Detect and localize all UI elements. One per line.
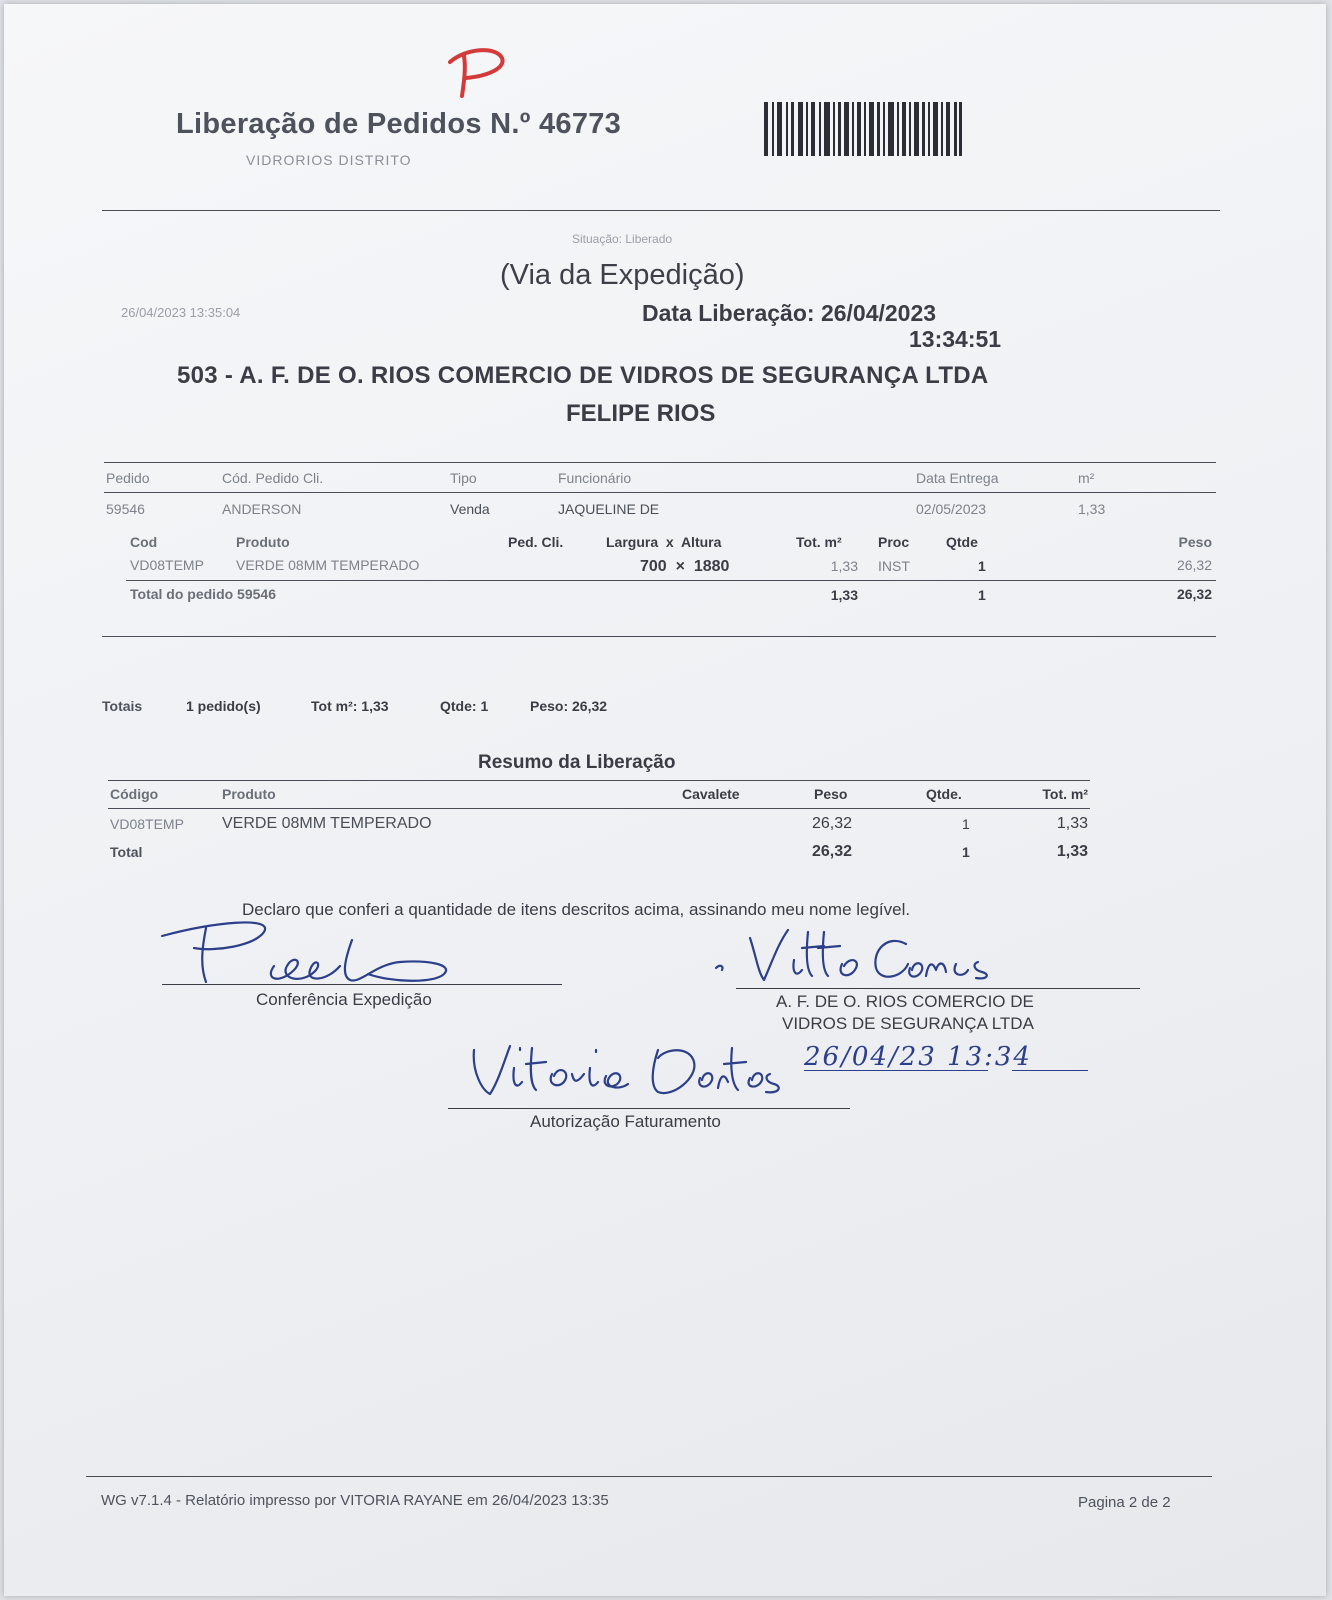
client-company-line1: A. F. DE O. RIOS COMERCIO DE: [776, 992, 1034, 1011]
total-pedido-label: Total do pedido 59546: [130, 586, 276, 602]
item-dimensoes: 700 × 1880: [640, 558, 730, 575]
resumo-header-rule: [108, 808, 1090, 809]
status-situacao: Situação: Liberado: [572, 232, 673, 246]
item-qtde: 1: [978, 558, 986, 574]
total-pedido-peso: 26,32: [1176, 586, 1212, 602]
item-col-produto: Produto: [236, 534, 290, 550]
total-pedido-qtde: 1: [978, 587, 986, 603]
row-tipo: Venda: [450, 501, 490, 517]
client-signature-line: [736, 988, 1140, 989]
resumo-total-tot-m2: 1,33: [1056, 843, 1088, 860]
conferencia-label: Conferência Expedição: [256, 990, 432, 1009]
resumo-col-cavalete: Cavalete: [682, 786, 740, 802]
handwritten-date-underline: [804, 1070, 988, 1071]
client-contact: FELIPE RIOS: [566, 400, 716, 427]
order-table-top-rule: [104, 462, 1216, 463]
handwritten-p-mark: [444, 44, 514, 104]
item-total-rule: [126, 580, 1216, 581]
resumo-title: Resumo da Liberação: [478, 752, 676, 773]
row-data-entrega: 02/05/2023: [916, 501, 987, 517]
item-cod: VD08TEMP: [130, 557, 204, 573]
declaration-text: Declaro que conferi a quantidade de itens descritos acima, assinando meu nome legível.: [242, 900, 911, 919]
totais-label: Totais: [102, 698, 143, 714]
item-col-tot-m2: Tot. m²: [796, 534, 842, 550]
item-col-peso: Peso: [1178, 534, 1212, 550]
resumo-col-codigo: Código: [110, 786, 159, 802]
autorizacao-line: [448, 1108, 850, 1109]
item-tot-m2: 1,33: [830, 558, 858, 574]
order-header-rule: [104, 492, 1216, 493]
company-subtitle: VIDRORIOS DISTRITO: [246, 152, 412, 168]
document-page: [4, 4, 1326, 1596]
row-cod-pedido-cli: ANDERSON: [222, 501, 302, 517]
resumo-col-qtde: Qtde.: [926, 786, 962, 802]
col-cod-pedido-cli: Cód. Pedido Cli.: [222, 470, 324, 486]
footer-page-number: Pagina 2 de 2: [1078, 1494, 1171, 1511]
data-liberacao-time: 13:34:51: [909, 326, 1002, 352]
totais-m2: Tot m²: 1,33: [311, 698, 389, 714]
resumo-row-codigo: VD08TEMP: [110, 816, 184, 832]
resumo-col-tot-m2: Tot. m²: [1042, 786, 1088, 802]
client-signature: [712, 920, 1002, 990]
totais-qtde: Qtde: 1: [440, 698, 489, 714]
total-pedido-m2: 1,33: [830, 587, 858, 603]
client-company-line2: VIDROS DE SEGURANÇA LTDA: [782, 1014, 1034, 1033]
barcode: [764, 102, 962, 156]
resumo-col-peso: Peso: [814, 786, 848, 802]
item-peso: 26,32: [1176, 557, 1212, 573]
footer-printed-by: WG v7.1.4 - Relatório impresso por VITORIA RAYANE em 26/04/2023 13:35: [101, 1492, 609, 1509]
resumo-row-tot-m2: 1,33: [1056, 815, 1088, 832]
resumo-total-qtde: 1: [962, 844, 970, 860]
item-col-proc: Proc: [878, 534, 910, 550]
row-pedido: 59546: [106, 501, 145, 517]
totais-peso: Peso: 26,32: [530, 698, 608, 714]
row-funcionario: JAQUELINE DE: [558, 501, 660, 517]
autorizacao-signature: [462, 1028, 792, 1108]
order-table-bottom-rule: [102, 636, 1216, 637]
data-liberacao: Data Liberação: 26/04/2023: [642, 300, 937, 326]
col-tipo: Tipo: [450, 470, 477, 486]
conferencia-signature: [154, 914, 464, 994]
item-col-cod: Cod: [130, 534, 158, 550]
row-m2: 1,33: [1078, 501, 1106, 517]
resumo-row-peso: 26,32: [812, 815, 853, 832]
item-proc: INST: [878, 558, 910, 574]
item-col-largura-altura: Largura x Altura: [606, 534, 722, 550]
resumo-total-label: Total: [110, 844, 143, 860]
totais-pedidos: 1 pedido(s): [186, 698, 261, 714]
item-col-ped-cli: Ped. Cli.: [508, 534, 564, 550]
handwritten-date: 26/04/23 13:34: [804, 1042, 1032, 1072]
handwritten-time-underline: [1012, 1070, 1088, 1071]
col-pedido: Pedido: [106, 470, 150, 486]
item-produto: VERDE 08MM TEMPERADO: [236, 557, 420, 573]
resumo-row-produto: VERDE 08MM TEMPERADO: [222, 815, 432, 832]
header-divider: [102, 210, 1220, 211]
via-expedicao: (Via da Expedição): [500, 259, 745, 291]
autorizacao-label: Autorização Faturamento: [530, 1112, 721, 1131]
client-company: 503 - A. F. DE O. RIOS COMERCIO DE VIDROS DE SEGURANÇA LTDA: [177, 362, 989, 389]
col-m2: m²: [1078, 470, 1095, 486]
resumo-total-peso: 26,32: [812, 843, 853, 860]
resumo-row-qtde: 1: [962, 816, 970, 832]
resumo-col-produto: Produto: [222, 786, 276, 802]
document-title: Liberação de Pedidos N.º 46773: [176, 108, 622, 140]
resumo-top-rule: [108, 780, 1090, 781]
footer-rule: [86, 1476, 1212, 1477]
print-timestamp: 26/04/2023 13:35:04: [121, 305, 241, 320]
col-data-entrega: Data Entrega: [916, 470, 999, 486]
col-funcionario: Funcionário: [558, 470, 632, 486]
item-col-qtde: Qtde: [946, 534, 978, 550]
conferencia-line: [162, 984, 562, 985]
